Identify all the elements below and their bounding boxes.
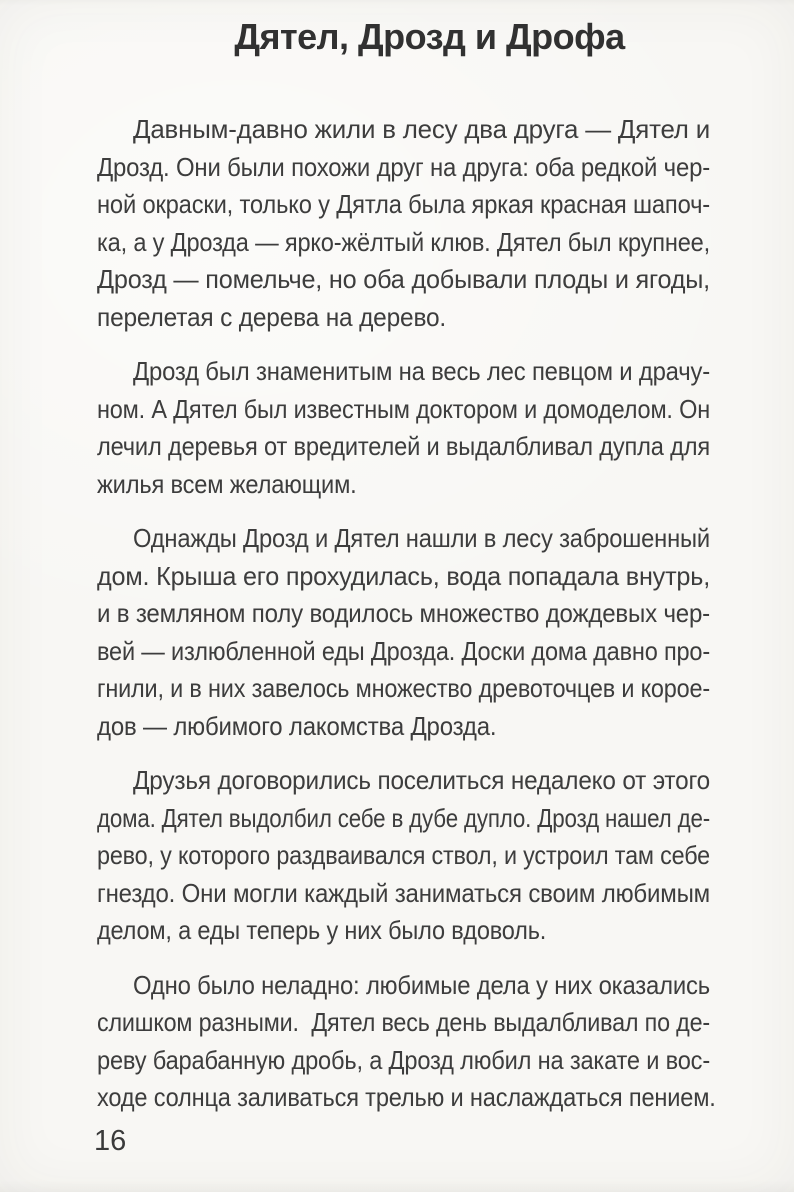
text-line: дов — любимого лакомства Дрозда.: [97, 710, 497, 741]
text-line: вей — излюбленной еды Дрозда. Доски дома давно про-: [97, 635, 710, 666]
text-line: и в земляном полу водилось множество дождевых чер-: [97, 598, 710, 628]
text-line: ном. А Дятел был известным доктором и домоделом. Он: [97, 393, 710, 424]
text-line: реву барабанную дробь, а Дрозд любил на закате и вос-: [97, 1044, 710, 1075]
text-line: ка, а у Дрозда — ярко-жёлтый клюв. Дятел был крупнее,: [97, 226, 710, 257]
paragraph: [97, 762, 710, 950]
text-line: Дрозд. Они были похожи друг на друга: оба редкой чер-: [97, 151, 710, 182]
page-title: Дятел, Дрозд и Дрофа: [234, 16, 625, 57]
text-line: жилья всем желающим.: [97, 468, 357, 499]
text-line: Однажды Дрозд и Дятел нашли в лесу заброшенный: [133, 523, 710, 553]
text-line: перелетая с дерева на дерево.: [97, 301, 447, 332]
text-line: слишком разными. Дятел весь день выдалбливал по де-: [97, 1007, 710, 1037]
paragraph: [97, 967, 716, 1117]
text-line: Одно было неладно: любимые дела у них оказались: [133, 969, 710, 1000]
story-text: [97, 111, 716, 1134]
text-line: Дрозд был знаменитым на весь лес певцом и драчу-: [133, 356, 710, 386]
text-line: гнездо. Они могли каждый заниматься своим любимым: [97, 877, 710, 908]
text-line: Давным-давно жили в лесу два друга — Дятел и: [133, 114, 710, 144]
text-line: гнили, и в них завелось множество древоточцев и корое-: [97, 673, 710, 703]
text-line: делом, а еды теперь у них было вдоволь.: [97, 915, 547, 945]
text-line: Друзья договорились поселиться недалеко от этого: [133, 765, 710, 795]
page-number: 16: [94, 1125, 127, 1157]
text-line: рево, у которого раздваивался ствол, и устроил там себе: [97, 840, 710, 870]
text-line: ходе солнца заливаться трелью и наслаждаться пением.: [97, 1082, 716, 1112]
paragraph: [97, 520, 710, 745]
text-line: Дрозд — помельче, но оба добывали плоды и ягоды,: [97, 264, 710, 294]
text-line: дом. Крыша его прохудилась, вода попадала внутрь,: [97, 560, 710, 591]
paragraph: [97, 353, 710, 503]
paragraph: [97, 111, 710, 336]
text-line: ной окраски, только у Дятла была яркая красная шапоч-: [97, 189, 710, 219]
text-line: лечил деревья от вредителей и выдалбливал дупла для: [97, 431, 710, 461]
text-line: дома. Дятел выдолбил себе в дубе дупло. Дрозд нашел де-: [97, 802, 710, 833]
